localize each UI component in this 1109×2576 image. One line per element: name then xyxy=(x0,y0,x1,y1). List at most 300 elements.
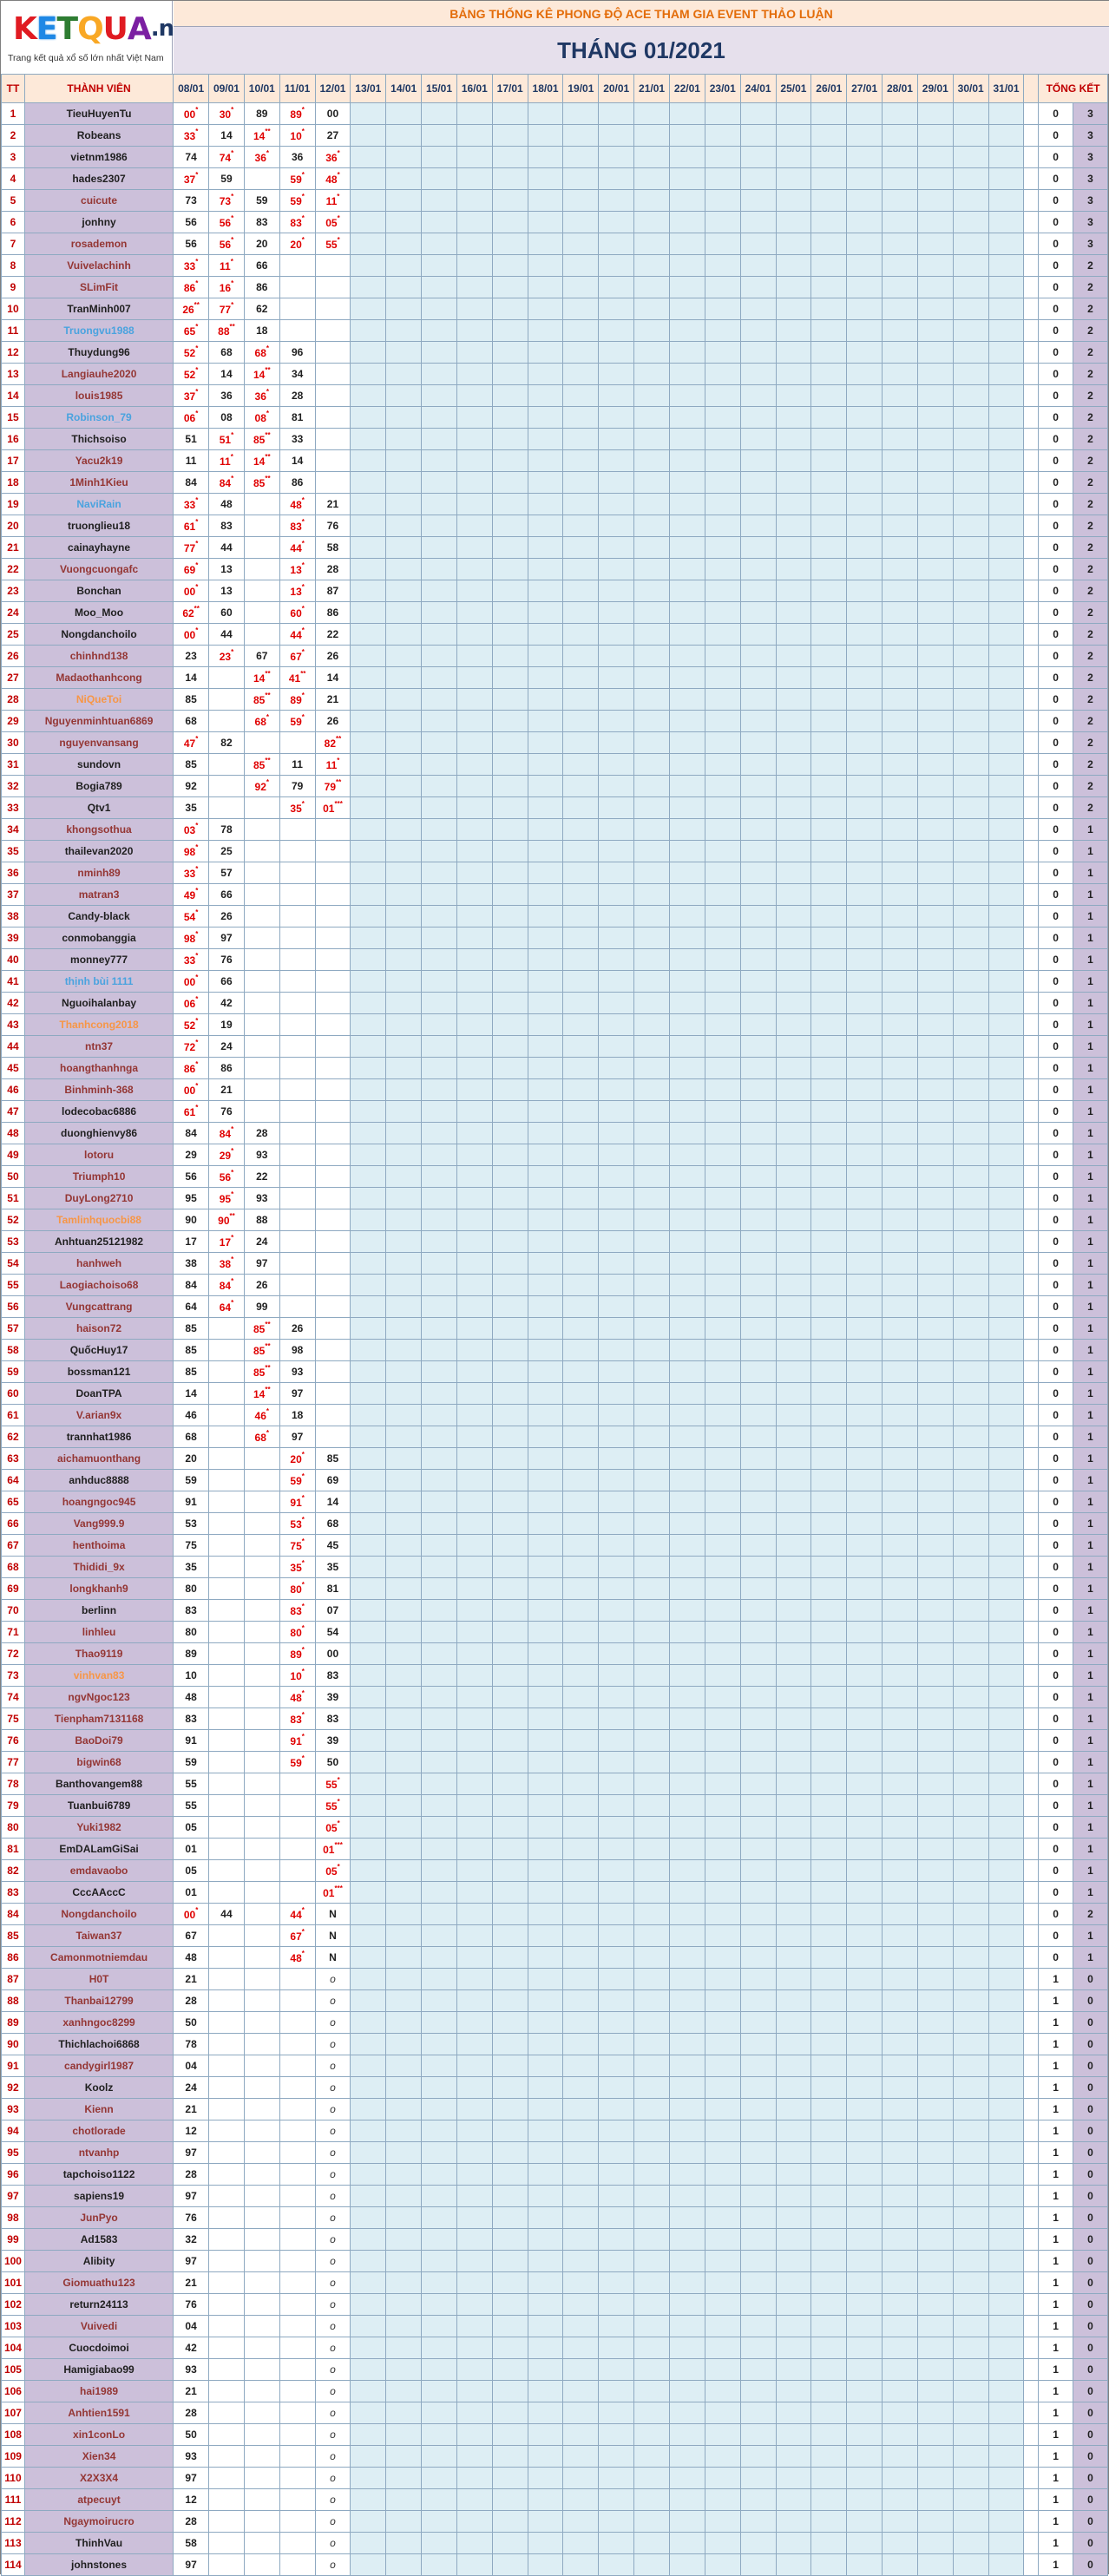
table-row xyxy=(2,2251,1108,2272)
spacer-cell xyxy=(1024,1860,1039,1882)
member-name[interactable]: truonglieu18 xyxy=(24,515,173,537)
member-name[interactable]: Binhminh-368 xyxy=(24,1079,173,1101)
table-row xyxy=(2,1470,1108,1491)
day-cell xyxy=(776,1079,811,1101)
day-cell xyxy=(917,841,953,862)
member-name[interactable]: lodecobac6886 xyxy=(24,1101,173,1123)
day-cell xyxy=(988,1188,1024,1209)
day-cell xyxy=(705,364,740,385)
day-cell xyxy=(563,450,599,472)
day-cell xyxy=(634,2272,670,2294)
day-cell xyxy=(599,971,634,993)
day-cell xyxy=(351,884,386,906)
day-cell xyxy=(456,1036,492,1058)
member-name[interactable]: Vuivedi xyxy=(24,2316,173,2337)
member-name[interactable]: Moo_Moo xyxy=(24,602,173,624)
member-name[interactable]: Cuocdoimoi xyxy=(24,2337,173,2359)
member-name[interactable]: tapchoiso1122 xyxy=(24,2164,173,2186)
spacer-cell xyxy=(1024,212,1039,233)
member-name[interactable]: SLimFit xyxy=(24,277,173,298)
total-miss: 0 xyxy=(1039,862,1073,884)
day-cell xyxy=(847,1209,883,1231)
day-cell xyxy=(528,580,563,602)
member-name[interactable]: cainayhayne xyxy=(24,537,173,559)
day-cell xyxy=(669,776,705,797)
day-cell xyxy=(456,1990,492,2012)
day-cell: 78 xyxy=(209,819,245,841)
table-row xyxy=(2,1947,1108,1969)
member-name[interactable]: Vuivelachinh xyxy=(24,255,173,277)
day-cell xyxy=(279,1275,315,1296)
day-cell xyxy=(351,1708,386,1730)
day-cell xyxy=(883,2164,918,2186)
day-cell xyxy=(811,971,847,993)
day-cell xyxy=(811,212,847,233)
spacer-cell xyxy=(1024,277,1039,298)
day-cell xyxy=(279,2186,315,2207)
member-name[interactable]: johnstones xyxy=(24,2554,173,2576)
member-name[interactable]: nguyenvansang xyxy=(24,732,173,754)
table-row xyxy=(2,1969,1108,1990)
day-cell: 47* xyxy=(174,732,209,754)
day-cell xyxy=(917,1275,953,1296)
day-cell: 84 xyxy=(174,1275,209,1296)
member-name[interactable]: Triumph10 xyxy=(24,1166,173,1188)
day-cell: 00* xyxy=(174,580,209,602)
row-number: 70 xyxy=(2,1600,25,1622)
member-name[interactable]: khongsothua xyxy=(24,819,173,841)
member-name[interactable]: QuốcHuy17 xyxy=(24,1340,173,1361)
day-cell xyxy=(563,2251,599,2272)
day-cell: o xyxy=(315,2511,351,2533)
day-cell: 48 xyxy=(174,1687,209,1708)
day-cell xyxy=(386,1730,422,1752)
day-cell xyxy=(563,429,599,450)
member-name[interactable]: Robinson_79 xyxy=(24,407,173,429)
day-cell xyxy=(669,277,705,298)
day-cell xyxy=(847,559,883,580)
day-cell xyxy=(386,2489,422,2511)
day-cell xyxy=(599,2446,634,2468)
member-name[interactable]: Tienpham7131168 xyxy=(24,1708,173,1730)
member-name[interactable]: 1Minh1Kieu xyxy=(24,472,173,494)
day-cell xyxy=(244,2272,279,2294)
day-cell: o xyxy=(315,1990,351,2012)
member-name[interactable]: Langiauhe2020 xyxy=(24,364,173,385)
day-cell xyxy=(883,320,918,342)
row-number: 47 xyxy=(2,1101,25,1123)
member-name[interactable]: EmDALamGiSai xyxy=(24,1839,173,1860)
member-name[interactable]: DoanTPA xyxy=(24,1383,173,1405)
day-cell xyxy=(456,277,492,298)
day-cell xyxy=(953,429,988,450)
col-header-date: 26/01 xyxy=(811,75,847,103)
member-name[interactable]: chinhnd138 xyxy=(24,646,173,667)
member-name[interactable]: Thanbai12799 xyxy=(24,1990,173,2012)
day-cell: 86 xyxy=(244,277,279,298)
spacer-cell xyxy=(1024,1752,1039,1773)
member-name[interactable]: jonhny xyxy=(24,212,173,233)
member-name[interactable]: Thuydung96 xyxy=(24,342,173,364)
member-name[interactable]: Madaothanhcong xyxy=(24,667,173,689)
total-hit: 1 xyxy=(1073,1340,1108,1361)
spacer-cell xyxy=(1024,1079,1039,1101)
member-name[interactable]: haison72 xyxy=(24,1318,173,1340)
day-cell: 44* xyxy=(279,537,315,559)
day-cell xyxy=(492,2012,528,2034)
member-name[interactable]: hai1989 xyxy=(24,2381,173,2402)
row-number: 13 xyxy=(2,364,25,385)
member-name[interactable]: Vuongcuongafc xyxy=(24,559,173,580)
member-name[interactable]: berlinn xyxy=(24,1600,173,1622)
member-name[interactable]: BaoDoi79 xyxy=(24,1730,173,1752)
total-hit: 0 xyxy=(1073,2229,1108,2251)
member-name[interactable]: return24113 xyxy=(24,2294,173,2316)
member-name[interactable]: Thididi_9x xyxy=(24,1557,173,1578)
day-cell xyxy=(634,2120,670,2142)
day-cell xyxy=(492,971,528,993)
day-cell xyxy=(599,2294,634,2316)
day-cell xyxy=(811,472,847,494)
day-cell xyxy=(705,537,740,559)
member-name[interactable]: Alibity xyxy=(24,2251,173,2272)
day-cell xyxy=(776,1275,811,1296)
member-name[interactable]: atpecuyt xyxy=(24,2489,173,2511)
member-name[interactable]: xanhngoc8299 xyxy=(24,2012,173,2034)
member-name[interactable]: CccAAccC xyxy=(24,1882,173,1904)
member-name[interactable]: TieuHuyenTu xyxy=(24,103,173,125)
member-name[interactable]: V.arian9x xyxy=(24,1405,173,1426)
day-cell xyxy=(705,1014,740,1036)
row-number: 2 xyxy=(2,125,25,147)
day-cell xyxy=(847,1296,883,1318)
member-name[interactable]: Yacu2k19 xyxy=(24,450,173,472)
member-name[interactable]: Anhtuan25121982 xyxy=(24,1231,173,1253)
member-name[interactable]: chotlorade xyxy=(24,2120,173,2142)
member-name[interactable]: hoangthanhnga xyxy=(24,1058,173,1079)
total-miss: 1 xyxy=(1039,2229,1073,2251)
day-cell xyxy=(917,1209,953,1231)
day-cell xyxy=(883,1795,918,1817)
member-name[interactable]: Tuanbui6789 xyxy=(24,1795,173,1817)
day-cell xyxy=(883,2251,918,2272)
day-cell xyxy=(209,2077,245,2099)
day-cell xyxy=(279,320,315,342)
member-name[interactable]: Taiwan37 xyxy=(24,1925,173,1947)
day-cell xyxy=(953,2359,988,2381)
member-name[interactable]: thịnh bùi 1111 xyxy=(24,971,173,993)
table-row xyxy=(2,711,1108,732)
day-cell xyxy=(244,515,279,537)
day-cell xyxy=(351,103,386,125)
day-cell xyxy=(209,2511,245,2533)
member-name[interactable]: ngvNgoc123 xyxy=(24,1687,173,1708)
day-cell: o xyxy=(315,2294,351,2316)
day-cell xyxy=(634,1513,670,1535)
member-name[interactable]: Nongdanchoilo xyxy=(24,1904,173,1925)
day-cell: 61* xyxy=(174,515,209,537)
member-name[interactable]: henthoima xyxy=(24,1535,173,1557)
member-name[interactable]: Giomuathu123 xyxy=(24,2272,173,2294)
member-name[interactable]: bossman121 xyxy=(24,1361,173,1383)
day-cell xyxy=(669,602,705,624)
day-cell xyxy=(422,255,457,277)
day-cell xyxy=(705,1882,740,1904)
spacer-cell xyxy=(1024,537,1039,559)
day-cell xyxy=(528,1405,563,1426)
day-cell xyxy=(776,1361,811,1383)
row-number: 105 xyxy=(2,2359,25,2381)
day-cell xyxy=(811,884,847,906)
member-name[interactable]: linhleu xyxy=(24,1622,173,1643)
row-number: 44 xyxy=(2,1036,25,1058)
day-cell: 52* xyxy=(174,342,209,364)
member-name[interactable]: Kienn xyxy=(24,2099,173,2120)
day-cell xyxy=(988,1557,1024,1578)
member-name[interactable]: ntn37 xyxy=(24,1036,173,1058)
day-cell xyxy=(988,1123,1024,1144)
row-number: 72 xyxy=(2,1643,25,1665)
day-cell xyxy=(492,2034,528,2055)
day-cell xyxy=(988,342,1024,364)
day-cell xyxy=(528,2489,563,2511)
member-name[interactable]: Hamigiabao99 xyxy=(24,2359,173,2381)
member-name[interactable]: Robeans xyxy=(24,125,173,147)
day-cell xyxy=(705,2511,740,2533)
member-name[interactable]: Ngaymoirucro xyxy=(24,2511,173,2533)
day-cell xyxy=(847,993,883,1014)
table-row xyxy=(2,1036,1108,1058)
day-cell xyxy=(847,537,883,559)
day-cell xyxy=(599,1643,634,1665)
day-cell: 05* xyxy=(315,1817,351,1839)
member-name[interactable]: trannhat1986 xyxy=(24,1426,173,1448)
day-cell xyxy=(988,2164,1024,2186)
member-name[interactable]: Bonchan xyxy=(24,580,173,602)
member-name[interactable]: Thao9119 xyxy=(24,1643,173,1665)
day-cell xyxy=(953,559,988,580)
day-cell xyxy=(847,754,883,776)
day-cell xyxy=(705,255,740,277)
spacer-cell xyxy=(1024,298,1039,320)
member-name[interactable]: monney777 xyxy=(24,949,173,971)
member-name[interactable]: hanhweh xyxy=(24,1253,173,1275)
member-name[interactable]: Vang999.9 xyxy=(24,1513,173,1535)
row-number: 38 xyxy=(2,906,25,927)
day-cell xyxy=(351,537,386,559)
day-cell xyxy=(634,2207,670,2229)
day-cell xyxy=(669,1361,705,1383)
day-cell xyxy=(883,1405,918,1426)
member-name[interactable]: Bogia789 xyxy=(24,776,173,797)
day-cell xyxy=(422,1231,457,1253)
day-cell xyxy=(776,1535,811,1557)
day-cell xyxy=(669,190,705,212)
day-cell xyxy=(528,884,563,906)
member-name[interactable]: Koolz xyxy=(24,2077,173,2099)
member-name[interactable]: ntvanhp xyxy=(24,2142,173,2164)
member-name[interactable]: thailevan2020 xyxy=(24,841,173,862)
day-cell xyxy=(740,580,776,602)
logo-tagline: Trang kết quả xổ số lớn nhất Việt Nam xyxy=(8,53,164,63)
day-cell: 20* xyxy=(279,233,315,255)
member-name[interactable]: Tamlinhquocbi88 xyxy=(24,1209,173,1231)
member-name[interactable]: Truongvu1988 xyxy=(24,320,173,342)
total-hit: 0 xyxy=(1073,2424,1108,2446)
day-cell xyxy=(563,212,599,233)
day-cell xyxy=(883,2099,918,2120)
table-row xyxy=(2,862,1108,884)
day-cell xyxy=(492,1231,528,1253)
day-cell xyxy=(634,1947,670,1969)
day-cell xyxy=(599,103,634,125)
member-name[interactable]: vietnm1986 xyxy=(24,147,173,168)
total-miss: 0 xyxy=(1039,1882,1073,1904)
member-name[interactable]: Nongdanchoilo xyxy=(24,624,173,646)
day-cell xyxy=(917,2142,953,2164)
day-cell xyxy=(351,1166,386,1188)
total-miss: 0 xyxy=(1039,1795,1073,1817)
member-name[interactable]: lotoru xyxy=(24,1144,173,1166)
member-name[interactable]: NiQueToi xyxy=(24,689,173,711)
table-row xyxy=(2,1708,1108,1730)
member-name[interactable]: matran3 xyxy=(24,884,173,906)
member-name[interactable]: emdavaobo xyxy=(24,1860,173,1882)
day-cell: 82** xyxy=(315,732,351,754)
member-name[interactable]: conmobanggia xyxy=(24,927,173,949)
member-name[interactable]: cuicute xyxy=(24,190,173,212)
member-name[interactable]: DuyLong2710 xyxy=(24,1188,173,1209)
member-name[interactable]: rosademon xyxy=(24,233,173,255)
day-cell xyxy=(599,2055,634,2077)
day-cell: 50 xyxy=(174,2012,209,2034)
day-cell xyxy=(422,1839,457,1860)
member-name[interactable]: Ad1583 xyxy=(24,2229,173,2251)
member-name[interactable]: longkhanh9 xyxy=(24,1578,173,1600)
day-cell xyxy=(776,689,811,711)
day-cell xyxy=(386,1014,422,1036)
day-cell xyxy=(669,1643,705,1665)
day-cell: 68* xyxy=(244,1426,279,1448)
member-name[interactable]: xin1conLo xyxy=(24,2424,173,2446)
total-hit: 0 xyxy=(1073,2446,1108,2468)
member-name[interactable]: candygirl1987 xyxy=(24,2055,173,2077)
member-name[interactable]: Nguyenminhtuan6869 xyxy=(24,711,173,732)
member-name[interactable]: Thichsoiso xyxy=(24,429,173,450)
member-name[interactable]: JunPyo xyxy=(24,2207,173,2229)
day-cell xyxy=(422,537,457,559)
member-name[interactable]: TranMinh007 xyxy=(24,298,173,320)
table-row xyxy=(2,233,1108,255)
day-cell xyxy=(279,906,315,927)
member-name[interactable]: Camonmotniemdau xyxy=(24,1947,173,1969)
member-name[interactable]: Nguoihalanbay xyxy=(24,993,173,1014)
table-row xyxy=(2,1578,1108,1600)
table-row xyxy=(2,1990,1108,2012)
member-name[interactable]: anhduc8888 xyxy=(24,1470,173,1491)
spacer-cell xyxy=(1024,2468,1039,2489)
member-name[interactable]: Anhtien1591 xyxy=(24,2402,173,2424)
member-name[interactable]: aichamuonthang xyxy=(24,1448,173,1470)
day-cell xyxy=(988,298,1024,320)
total-hit: 2 xyxy=(1073,624,1108,646)
day-cell xyxy=(456,1730,492,1752)
row-number: 74 xyxy=(2,1687,25,1708)
day-cell xyxy=(634,2554,670,2576)
day-cell xyxy=(492,797,528,819)
member-name[interactable]: bigwin68 xyxy=(24,1752,173,1773)
day-cell xyxy=(917,472,953,494)
member-name[interactable]: X2X3X4 xyxy=(24,2468,173,2489)
member-name[interactable]: Yuki1982 xyxy=(24,1817,173,1839)
member-name[interactable]: sundovn xyxy=(24,754,173,776)
member-name[interactable]: hades2307 xyxy=(24,168,173,190)
day-cell xyxy=(740,1622,776,1643)
day-cell: 83* xyxy=(279,515,315,537)
day-cell xyxy=(917,580,953,602)
day-cell xyxy=(492,1730,528,1752)
day-cell xyxy=(456,1361,492,1383)
day-cell xyxy=(669,1101,705,1123)
day-cell xyxy=(422,2359,457,2381)
day-cell xyxy=(599,2489,634,2511)
member-name[interactable]: H0T xyxy=(24,1969,173,1990)
member-name[interactable]: Laogiachoiso68 xyxy=(24,1275,173,1296)
member-name[interactable]: Vungcattrang xyxy=(24,1296,173,1318)
member-name[interactable]: duonghienvy86 xyxy=(24,1123,173,1144)
member-name[interactable]: Banthovangem88 xyxy=(24,1773,173,1795)
day-cell xyxy=(563,2034,599,2055)
ketqua-logo[interactable] xyxy=(1,1,173,74)
day-cell xyxy=(811,2272,847,2294)
day-cell xyxy=(776,1708,811,1730)
member-name[interactable]: nminh89 xyxy=(24,862,173,884)
day-cell xyxy=(456,1123,492,1144)
day-cell xyxy=(563,2294,599,2316)
day-cell xyxy=(492,1188,528,1209)
day-cell xyxy=(740,2381,776,2402)
day-cell xyxy=(599,1340,634,1361)
total-hit: 2 xyxy=(1073,515,1108,537)
day-cell xyxy=(917,1947,953,1969)
member-name[interactable]: Xien34 xyxy=(24,2446,173,2468)
member-name[interactable]: vinhvan83 xyxy=(24,1665,173,1687)
member-name[interactable]: Thanhcong2018 xyxy=(24,1014,173,1036)
day-cell xyxy=(563,2099,599,2120)
day-cell xyxy=(315,927,351,949)
day-cell xyxy=(563,1079,599,1101)
day-cell xyxy=(705,233,740,255)
day-cell xyxy=(315,1361,351,1383)
member-name[interactable]: Candy-black xyxy=(24,906,173,927)
day-cell xyxy=(847,385,883,407)
member-name[interactable]: louis1985 xyxy=(24,385,173,407)
day-cell xyxy=(492,2142,528,2164)
day-cell: N xyxy=(315,1904,351,1925)
member-name[interactable]: ThinhVau xyxy=(24,2533,173,2554)
day-cell xyxy=(917,1470,953,1491)
member-name[interactable]: Qtv1 xyxy=(24,797,173,819)
day-cell xyxy=(953,212,988,233)
member-name[interactable]: Thichlachoi6868 xyxy=(24,2034,173,2055)
day-cell xyxy=(528,1839,563,1860)
day-cell xyxy=(669,1665,705,1687)
member-name[interactable]: sapiens19 xyxy=(24,2186,173,2207)
total-miss: 0 xyxy=(1039,103,1073,125)
member-name[interactable]: hoangngoc945 xyxy=(24,1491,173,1513)
day-cell xyxy=(492,862,528,884)
member-name[interactable]: NaviRain xyxy=(24,494,173,515)
